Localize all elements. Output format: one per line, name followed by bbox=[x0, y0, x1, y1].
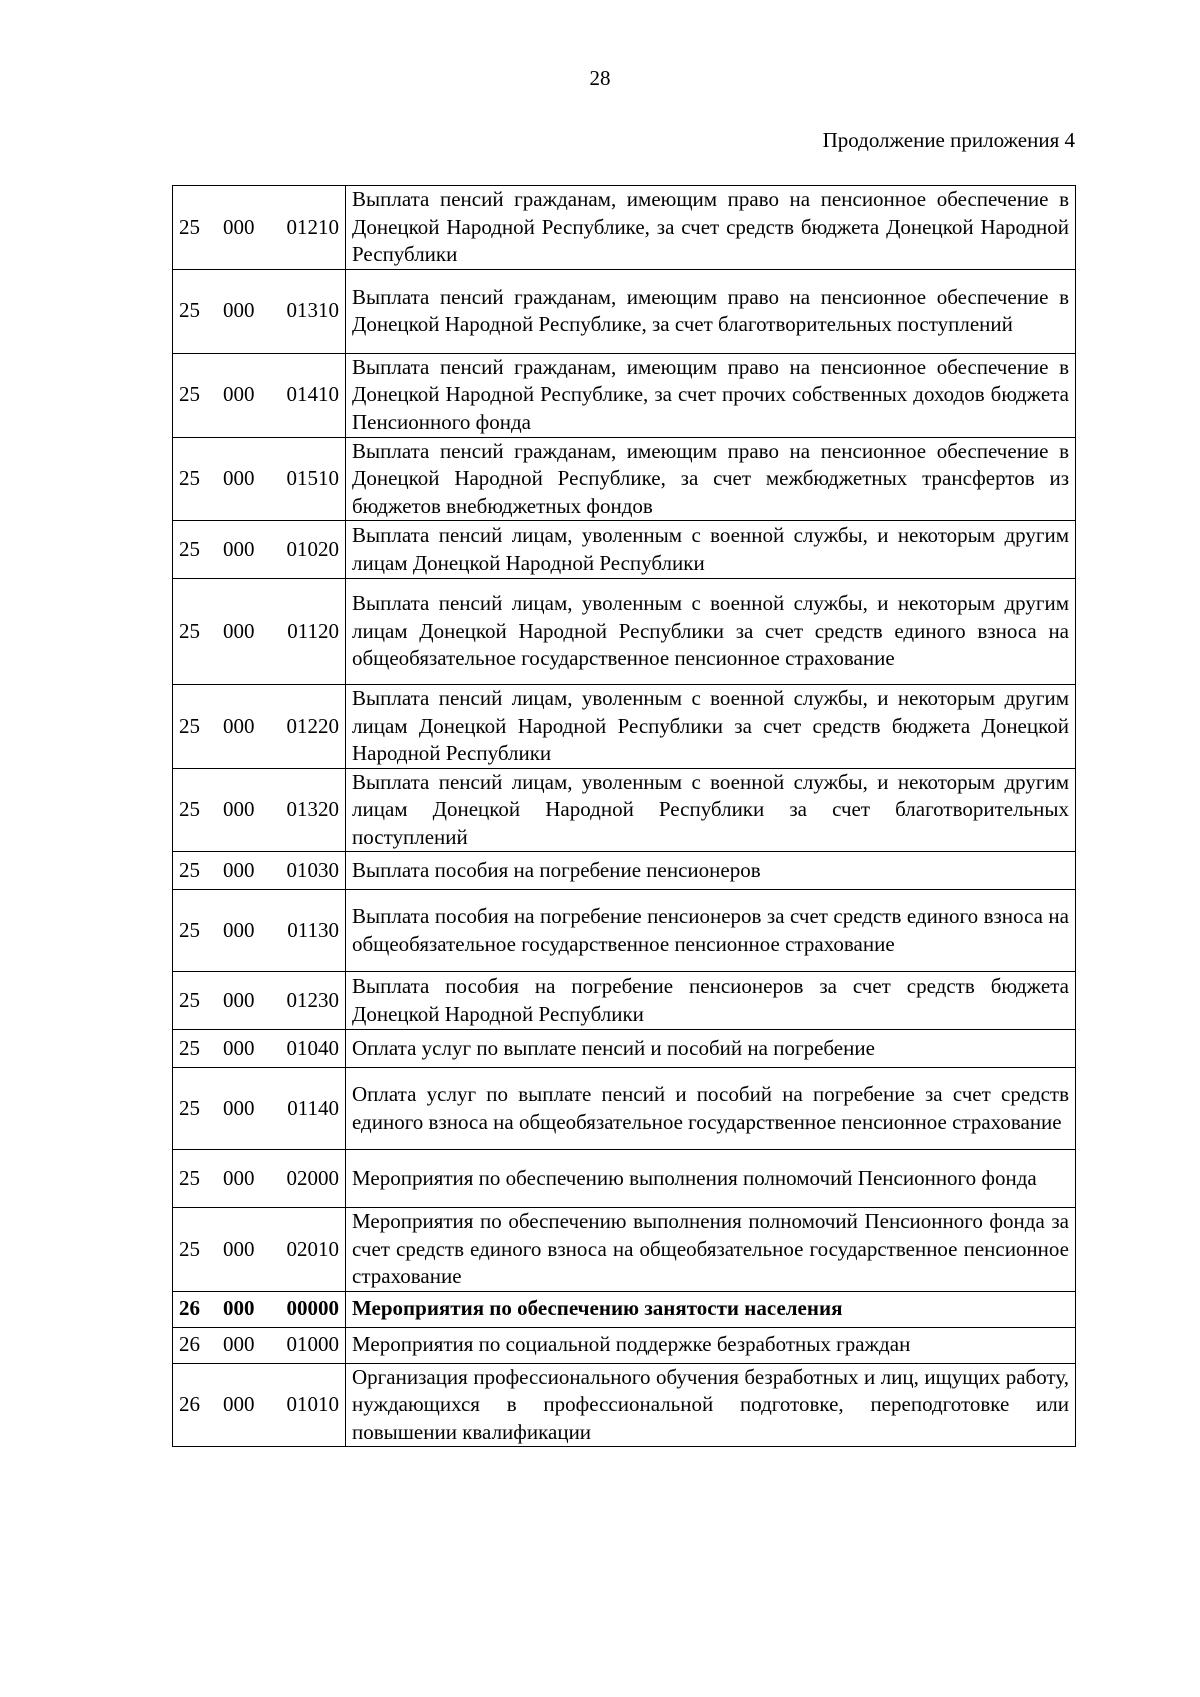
page-number: 28 bbox=[589, 66, 611, 90]
description-cell: Выплата пенсий лицам, уволенным с военной службы, и некоторым другим лицам Донецкой Народной Республики за счет средств единого взноса на общеобязательное государственное пенсионное страхование bbox=[346, 579, 1076, 685]
table-row bbox=[173, 437, 1076, 521]
description-cell: Выплата пенсий лицам, уволенным с военной службы, и некоторым другим лицам Донецкой Народной Республики за счет благотворительных поступлений bbox=[346, 768, 1076, 852]
code-part-c1: 25 bbox=[179, 713, 200, 738]
code-part-c2: 000 bbox=[223, 618, 255, 643]
code-value bbox=[179, 1095, 339, 1123]
code-part-c1: 25 bbox=[179, 1165, 200, 1190]
code-value bbox=[179, 796, 339, 824]
code-value bbox=[179, 713, 339, 741]
code-part-c2: 000 bbox=[223, 917, 255, 942]
table-row bbox=[173, 521, 1076, 579]
code-part-c3: 01230 bbox=[286, 987, 339, 1012]
budget-code-table bbox=[172, 185, 1076, 1447]
code-cell bbox=[173, 685, 346, 769]
code-part-c1: 25 bbox=[179, 1095, 200, 1120]
code-part-c1: 25 bbox=[179, 382, 200, 407]
code-part-c2: 000 bbox=[223, 1392, 255, 1416]
description-cell: Выплата пособия на погребение пенсионеров bbox=[346, 852, 1076, 890]
code-part-c2: 000 bbox=[223, 1296, 255, 1321]
description-cell: Выплата пенсий гражданам, имеющим право на пенсионное обеспечение в Донецкой Народной Республике, за счет средств бюджета Донецкой Народной Республики bbox=[346, 186, 1076, 270]
code-part-c3: 00000 bbox=[286, 1296, 339, 1321]
code-cell bbox=[173, 1291, 346, 1327]
code-cell bbox=[173, 269, 346, 353]
table-row bbox=[173, 1030, 1076, 1068]
code-part-c2: 000 bbox=[223, 857, 255, 882]
code-part-c2: 000 bbox=[223, 797, 255, 821]
description-cell: Выплата пенсий лицам, уволенным с военной службы, и некоторым другим лицам Донецкой Народной Республики за счет средств бюджета Донецкой Народной Республики bbox=[346, 685, 1076, 769]
description-cell: Организация профессионального обучения безработных и лиц, ищущих работу, нуждающихся в профессиональной подготовке, переподготовке или повышении квалификации bbox=[346, 1363, 1076, 1447]
code-part-c2: 000 bbox=[223, 1236, 255, 1261]
code-value bbox=[179, 381, 339, 409]
code-cell bbox=[173, 890, 346, 972]
code-value bbox=[179, 1295, 339, 1323]
code-cell bbox=[173, 1068, 346, 1150]
code-cell bbox=[173, 852, 346, 890]
code-part-c3: 01140 bbox=[287, 1095, 339, 1120]
table-row bbox=[173, 685, 1076, 769]
continuation-label: Продолжение приложения 4 bbox=[822, 128, 1075, 152]
table-body bbox=[173, 186, 1076, 1447]
code-value bbox=[179, 536, 339, 564]
code-part-c3: 01510 bbox=[286, 466, 339, 490]
code-part-c2: 000 bbox=[223, 382, 255, 407]
code-part-c1: 25 bbox=[179, 536, 200, 561]
code-part-c1: 25 bbox=[179, 298, 200, 323]
code-part-c3: 01040 bbox=[286, 1035, 339, 1060]
table-row bbox=[173, 768, 1076, 852]
code-part-c3: 01130 bbox=[287, 917, 339, 942]
code-part-c3: 01210 bbox=[286, 214, 339, 239]
code-part-c3: 01030 bbox=[286, 857, 339, 882]
table-row bbox=[173, 353, 1076, 437]
code-part-c3: 01220 bbox=[286, 713, 339, 738]
description-cell: Мероприятия по социальной поддержке безработных граждан bbox=[346, 1327, 1076, 1363]
code-part-c1: 25 bbox=[179, 1236, 200, 1261]
code-value bbox=[179, 618, 339, 646]
table-row bbox=[173, 972, 1076, 1030]
code-value bbox=[179, 297, 339, 325]
code-part-c3: 01310 bbox=[286, 298, 339, 323]
description-cell: Выплата пенсий лицам, уволенным с военной службы, и некоторым другим лицам Донецкой Народной Республики bbox=[346, 521, 1076, 579]
code-cell bbox=[173, 1208, 346, 1292]
code-value bbox=[179, 1236, 339, 1264]
description-cell: Выплата пенсий гражданам, имеющим право на пенсионное обеспечение в Донецкой Народной Республике, за счет прочих собственных доходов бюджета Пенсионного фонда bbox=[346, 353, 1076, 437]
code-cell bbox=[173, 437, 346, 521]
code-part-c3: 02010 bbox=[286, 1236, 339, 1261]
code-cell bbox=[173, 768, 346, 852]
code-value bbox=[179, 1165, 339, 1193]
code-part-c3: 01410 bbox=[286, 382, 339, 407]
table-row bbox=[173, 186, 1076, 270]
code-value bbox=[179, 214, 339, 242]
code-part-c1: 25 bbox=[179, 797, 200, 821]
code-part-c1: 25 bbox=[179, 987, 200, 1012]
code-part-c2: 000 bbox=[223, 1332, 255, 1357]
description-cell: Мероприятия по обеспечению занятости населения bbox=[346, 1291, 1076, 1327]
table-row bbox=[173, 1068, 1076, 1150]
code-part-c3: 01320 bbox=[286, 797, 339, 821]
table-row bbox=[173, 269, 1076, 353]
description-cell: Выплата пенсий гражданам, имеющим право на пенсионное обеспечение в Донецкой Народной Республике, за счет межбюджетных трансфертов из бюджетов внебюджетных фондов bbox=[346, 437, 1076, 521]
description-cell: Выплата пособия на погребение пенсионеров за счет средств единого взноса на общеобязательное государственное пенсионное страхование bbox=[346, 890, 1076, 972]
code-part-c2: 000 bbox=[223, 466, 255, 490]
code-part-c3: 01020 bbox=[286, 536, 339, 561]
code-cell bbox=[173, 1150, 346, 1208]
code-part-c1: 25 bbox=[179, 214, 200, 239]
code-cell bbox=[173, 521, 346, 579]
code-value bbox=[179, 1331, 339, 1359]
code-cell bbox=[173, 353, 346, 437]
code-part-c1: 26 bbox=[179, 1332, 200, 1357]
code-part-c2: 000 bbox=[223, 298, 255, 323]
code-cell bbox=[173, 1327, 346, 1363]
code-cell bbox=[173, 579, 346, 685]
code-part-c3: 01120 bbox=[287, 618, 339, 643]
code-part-c1: 25 bbox=[179, 917, 200, 942]
code-part-c3: 01010 bbox=[286, 1392, 339, 1416]
code-cell bbox=[173, 972, 346, 1030]
code-value bbox=[179, 1391, 339, 1419]
code-part-c1: 25 bbox=[179, 1035, 200, 1060]
table-row bbox=[173, 1291, 1076, 1327]
code-value bbox=[179, 857, 339, 885]
table-row bbox=[173, 852, 1076, 890]
code-part-c2: 000 bbox=[223, 1035, 255, 1060]
code-cell bbox=[173, 186, 346, 270]
description-cell: Оплата услуг по выплате пенсий и пособий на погребение за счет средств единого взноса на общеобязательное государственное пенсионное страхование bbox=[346, 1068, 1076, 1150]
table-row bbox=[173, 1208, 1076, 1292]
code-part-c1: 25 bbox=[179, 466, 200, 490]
code-part-c2: 000 bbox=[223, 214, 255, 239]
code-part-c2: 000 bbox=[223, 713, 255, 738]
code-cell bbox=[173, 1030, 346, 1068]
code-part-c2: 000 bbox=[223, 987, 255, 1012]
table-row bbox=[173, 890, 1076, 972]
code-cell bbox=[173, 1363, 346, 1447]
code-part-c1: 26 bbox=[179, 1392, 200, 1416]
table-row bbox=[173, 579, 1076, 685]
code-value bbox=[179, 1035, 339, 1063]
code-value bbox=[179, 465, 339, 493]
code-part-c2: 000 bbox=[223, 536, 255, 561]
code-part-c2: 000 bbox=[223, 1165, 255, 1190]
code-value bbox=[179, 917, 339, 945]
description-cell: Мероприятия по обеспечению выполнения полномочий Пенсионного фонда за счет средств единого взноса на общеобязательное государственное пенсионное страхование bbox=[346, 1208, 1076, 1292]
code-value bbox=[179, 987, 339, 1015]
description-cell: Выплата пособия на погребение пенсионеров за счет средств бюджета Донецкой Народной Республики bbox=[346, 972, 1076, 1030]
description-cell: Выплата пенсий гражданам, имеющим право на пенсионное обеспечение в Донецкой Народной Республике, за счет благотворительных поступлений bbox=[346, 269, 1076, 353]
code-part-c1: 25 bbox=[179, 857, 200, 882]
description-cell: Оплата услуг по выплате пенсий и пособий на погребение bbox=[346, 1030, 1076, 1068]
table-row bbox=[173, 1150, 1076, 1208]
table-row bbox=[173, 1327, 1076, 1363]
code-part-c1: 26 bbox=[179, 1296, 200, 1321]
code-part-c2: 000 bbox=[223, 1095, 255, 1120]
code-part-c3: 02000 bbox=[286, 1165, 339, 1190]
description-cell: Мероприятия по обеспечению выполнения полномочий Пенсионного фонда bbox=[346, 1150, 1076, 1208]
code-part-c3: 01000 bbox=[286, 1332, 339, 1357]
code-part-c1: 25 bbox=[179, 618, 200, 643]
table-row bbox=[173, 1363, 1076, 1447]
